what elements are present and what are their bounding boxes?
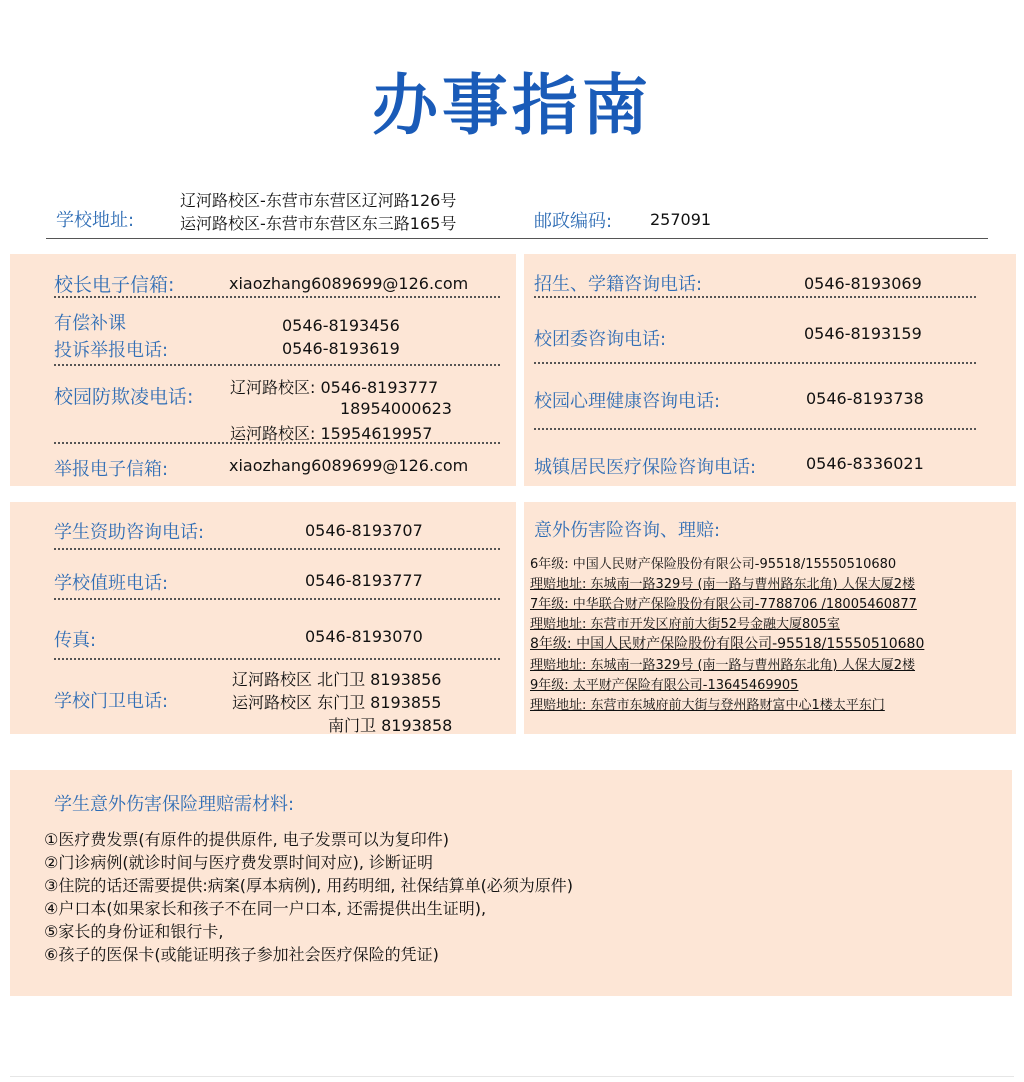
psych-health-phone: 0546-8193738 [806, 389, 924, 408]
report-email[interactable]: xiaozhang6089699@126.com [229, 456, 469, 475]
divider [54, 296, 500, 298]
divider [54, 658, 500, 660]
gate-line-3: 南门卫 8193858 [328, 716, 453, 735]
report-email-label: 举报电子信箱: [54, 459, 169, 480]
insurance-line: 6年级: 中国人民财产保险股份有限公司-95518/15550510680 [530, 557, 897, 572]
divider [534, 296, 976, 298]
divider [54, 442, 500, 444]
enrollment-label: 招生、学籍咨询电话: [534, 274, 703, 295]
insurance-line: 8年级: 中国人民财产保险股份有限公司-95518/15550510680 [530, 636, 925, 652]
youth-league-phone: 0546-8193159 [804, 324, 922, 343]
paid-tutoring-label-1: 有偿补课 [54, 313, 126, 334]
duty-phone: 0546-8193777 [305, 571, 423, 590]
school-address-label: 学校地址: [56, 210, 135, 231]
divider [54, 548, 500, 550]
psych-health-label: 校园心理健康咨询电话: [534, 391, 721, 412]
material-item: ⑥孩子的医保卡(或能证明孩子参加社会医疗保险的凭证) [44, 945, 439, 964]
youth-league-label: 校团委咨询电话: [534, 329, 667, 350]
school-address-line-1: 辽河路校区-东营市东营区辽河路126号 [180, 191, 457, 210]
divider [54, 364, 500, 366]
school-address-line-2: 运河路校区-东营市东营区东三路165号 [180, 214, 457, 233]
principal-email[interactable]: xiaozhang6089699@126.com [229, 274, 469, 293]
medical-insurance-label: 城镇居民医疗保险咨询电话: [534, 457, 757, 478]
anti-bullying-line-2: 18954000623 [340, 399, 452, 418]
material-item: ②门诊病例(就诊时间与医疗费发票时间对应), 诊断证明 [44, 853, 434, 872]
gate-label: 学校门卫电话: [54, 691, 169, 712]
insurance-line: 理赔地址: 东城南一路329号 (南一路与曹州路东北角) 人保大厦2楼 [530, 577, 916, 592]
zip-code-value: 257091 [650, 210, 712, 229]
medical-insurance-phone: 0546-8336021 [806, 454, 924, 473]
material-item: ①医疗费发票(有原件的提供原件, 电子发票可以为复印件) [44, 830, 450, 849]
gate-line-2: 运河路校区 东门卫 8193855 [232, 693, 442, 712]
bottom-divider [10, 1076, 1014, 1077]
claim-materials-title: 学生意外伤害保险理赔需材料: [54, 794, 295, 815]
material-item: ⑤家长的身份证和银行卡, [44, 922, 224, 941]
page-title: 办事指南 [372, 67, 652, 144]
material-item: ③住院的话还需要提供:病案(厚本病例), 用药明细, 社保结算单(必须为原件) [44, 876, 574, 895]
material-item: ④户口本(如果家长和孩子不在同一户口本, 还需提供出生证明), [44, 899, 487, 918]
student-aid-label: 学生资助咨询电话: [54, 522, 205, 543]
fax-phone: 0546-8193070 [305, 627, 423, 646]
insurance-line: 7年级: 中华联合财产保险股份有限公司-7788706 /18005460877 [530, 597, 917, 612]
insurance-line: 9年级: 太平财产保险有限公司-13645469905 [530, 678, 799, 693]
paid-tutoring-phone-2: 0546-8193619 [282, 339, 400, 358]
duty-label: 学校值班电话: [54, 573, 169, 594]
paid-tutoring-phone-1: 0546-8193456 [282, 316, 400, 335]
insurance-line: 理赔地址: 东营市东城府前大街与登州路财富中心1楼太平东门 [530, 698, 885, 713]
enrollment-phone: 0546-8193069 [804, 274, 922, 293]
anti-bullying-line-1: 辽河路校区: 0546-8193777 [230, 378, 439, 397]
zip-code-label: 邮政编码: [534, 211, 613, 232]
insurance-title: 意外伤害险咨询、理赔: [534, 520, 721, 541]
paid-tutoring-label-2: 投诉举报电话: [54, 340, 169, 361]
principal-email-label: 校长电子信箱: [54, 274, 175, 296]
fax-label: 传真: [54, 630, 97, 651]
header-divider [46, 238, 988, 239]
divider [534, 428, 976, 430]
insurance-line: 理赔地址: 东营市开发区府前大街52号金融大厦805室 [530, 617, 840, 632]
anti-bullying-line-3: 运河路校区: 15954619957 [230, 424, 433, 443]
divider [534, 362, 976, 364]
student-aid-phone: 0546-8193707 [305, 521, 423, 540]
divider [54, 598, 500, 600]
insurance-line: 理赔地址: 东城南一路329号 (南一路与曹州路东北角) 人保大厦2楼 [530, 658, 916, 673]
gate-line-1: 辽河路校区 北门卫 8193856 [232, 670, 442, 689]
anti-bullying-label: 校园防欺凌电话: [54, 386, 194, 408]
